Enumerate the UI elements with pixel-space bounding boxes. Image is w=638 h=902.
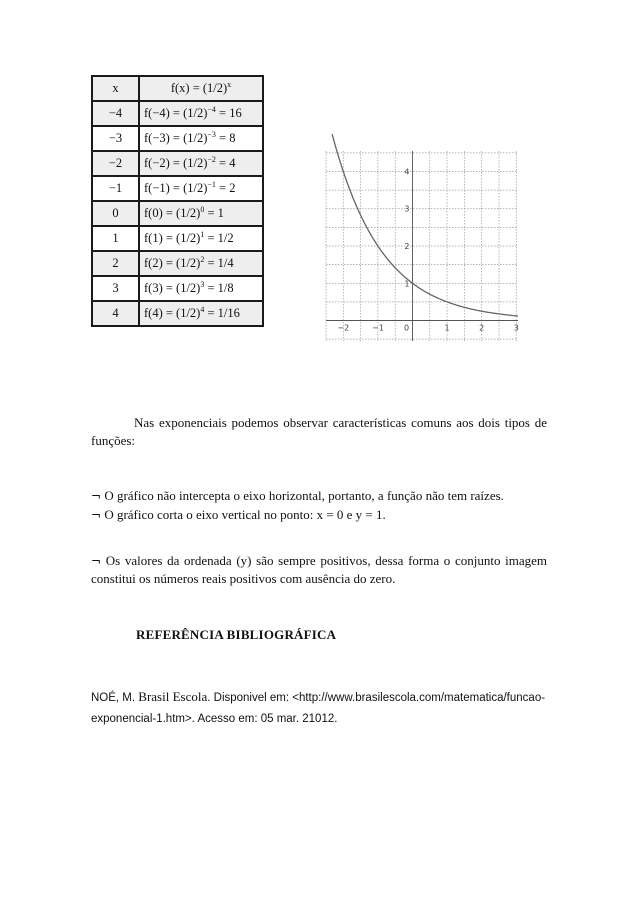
cell-x: −1 (92, 176, 139, 201)
intro-paragraph: Nas exponenciais podemos observar características comuns aos dois tipos de funções: (91, 415, 547, 448)
header-x: x (92, 76, 139, 101)
cell-x: −4 (92, 101, 139, 126)
cell-x: −3 (92, 126, 139, 151)
function-curve (332, 134, 518, 316)
y-tick-label: 1 (404, 279, 410, 289)
cell-x: 0 (92, 201, 139, 226)
cell-fx: $f(-3) = (1/2)^{-3} = 8$ (139, 126, 263, 151)
x-tick-label: −1 (371, 323, 384, 333)
y-tick-label: 3 (404, 204, 410, 214)
x-tick-label: 0 (403, 323, 410, 333)
header-fx: $f(x) = (1/2)^x$ (139, 76, 263, 101)
y-tick-label: 4 (404, 167, 410, 177)
table-row (92, 151, 263, 176)
table-row (92, 301, 263, 326)
cell-fx: $f(3) = (1/2)^3 = 1/8$ (139, 276, 263, 301)
table-row (92, 226, 263, 251)
table-row (92, 101, 263, 126)
bullet-item-3: ¬ Os valores da ordenada (y) são sempre positivos, dessa forma o conjunto imagem constitui os números reais positivos com ausência do zero. (91, 553, 547, 586)
cell-fx: $f(-2) = (1/2)^{-2} = 4$ (139, 151, 263, 176)
cell-fx: $f(0) = (1/2)^0 = 1$ (139, 201, 263, 226)
table-row (92, 176, 263, 201)
table-row (92, 126, 263, 151)
bullet-symbol: ¬ (91, 508, 102, 522)
x-tick-label: 2 (479, 323, 485, 333)
y-tick-label: 2 (404, 242, 410, 251)
bibliography-heading: REFERÊNCIA BIBLIOGRÁFICA (136, 627, 337, 642)
bullet-item-2: ¬ O gráfico corta o eixo vertical no ponto: x = 0 e y = 1. (91, 507, 386, 522)
cell-x: −2 (92, 151, 139, 176)
cell-fx: $f(1) = (1/2)^1 = 1/2$ (139, 226, 263, 251)
cell-x: 3 (92, 276, 139, 301)
bullet-item-1: ¬ O gráfico não intercepta o eixo horizontal, portanto, a função não tem raízes. (91, 488, 504, 503)
cell-fx: $f(2) = (1/2)^2 = 1/4$ (139, 251, 263, 276)
table-row (92, 276, 263, 301)
bullet-symbol: ¬ (91, 554, 102, 568)
cell-x: 1 (92, 226, 139, 251)
x-tick-label: 1 (444, 323, 450, 333)
table-header-row (92, 76, 263, 101)
cell-x: 2 (92, 251, 139, 276)
cell-fx: $f(4) = (1/2)^4 = 1/16$ (139, 301, 263, 326)
exponential-graph (326, 151, 518, 341)
bibliography-reference: NOÉ, M. Brasil Escola. Disponivel em: <http://www.brasilescola.com/matematica/funcao-exponencial-1.htm>. Acesso em: 05 mar. 21012. (91, 689, 546, 725)
cell-x: 4 (92, 301, 139, 326)
table-row (92, 251, 263, 276)
bullet-symbol: ¬ (91, 489, 102, 503)
x-tick-label: −2 (337, 323, 350, 333)
cell-fx: $f(-4) = (1/2)^{-4} = 16$ (139, 101, 263, 126)
table-row (92, 201, 263, 226)
x-tick-label: 3 (513, 323, 519, 333)
values-table (91, 75, 264, 327)
cell-fx: $f(-1) = (1/2)^{-1} = 2$ (139, 176, 263, 201)
